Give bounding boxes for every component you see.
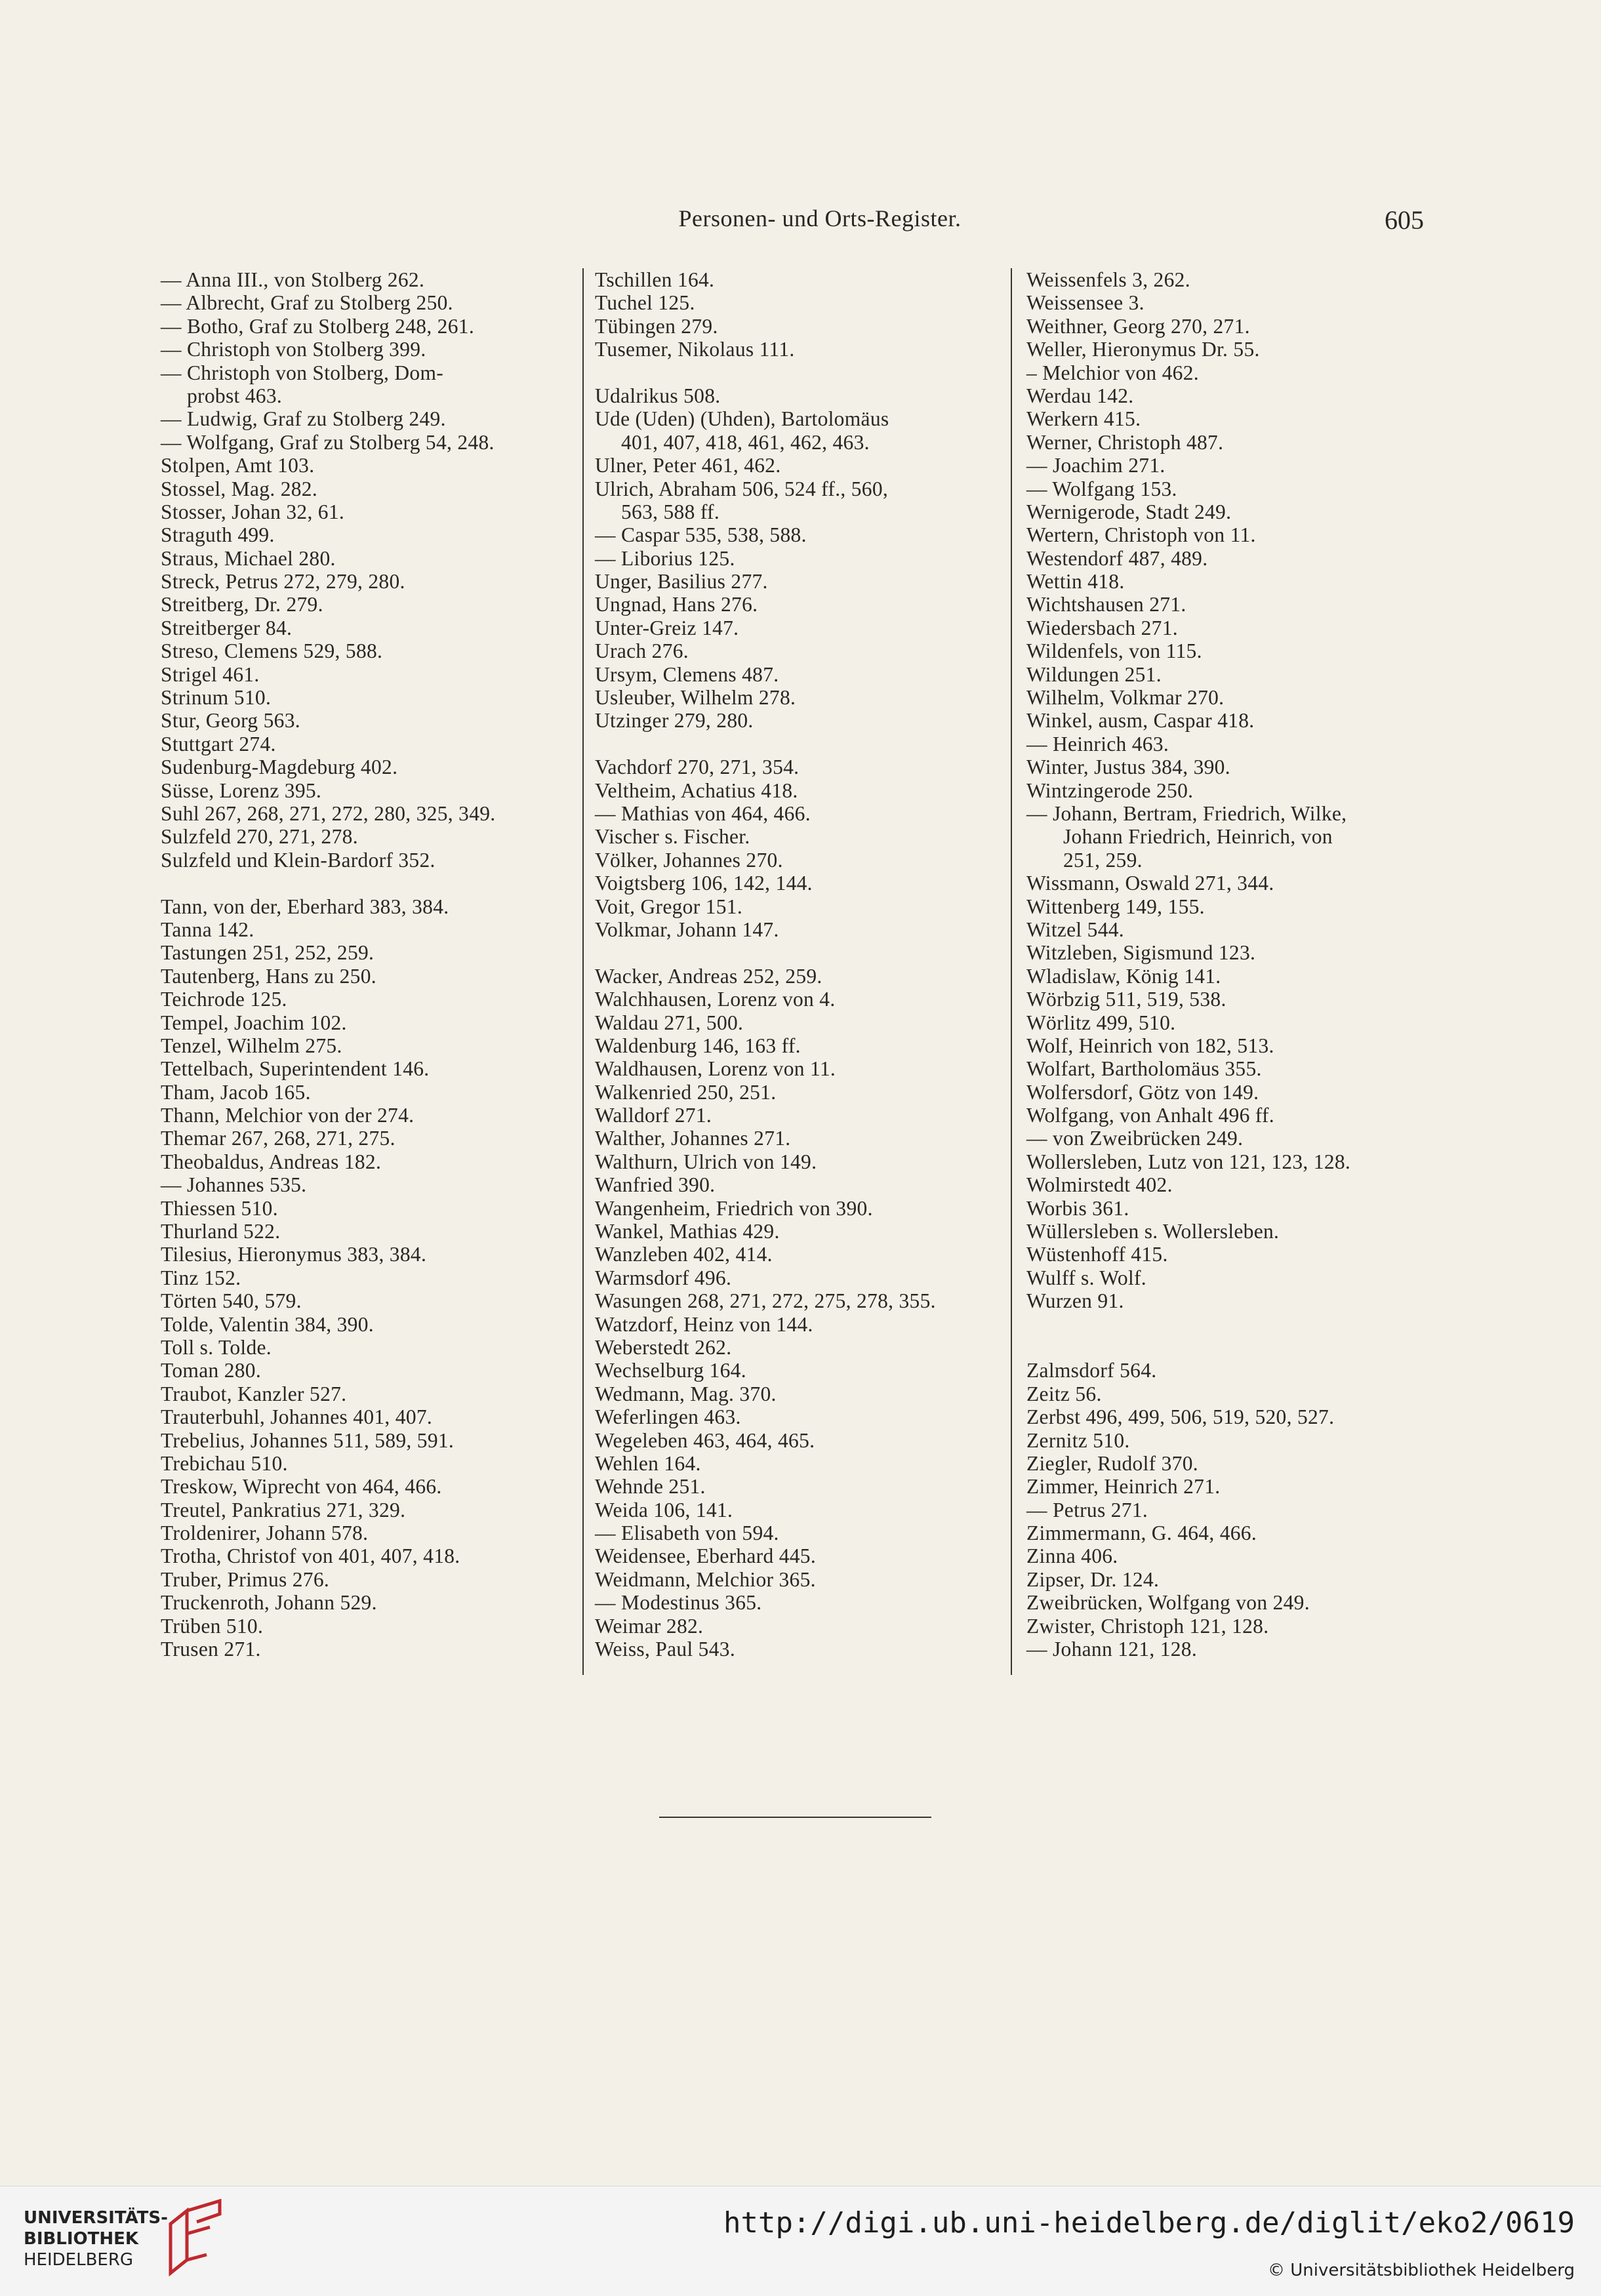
index-entry: Wolfersdorf, Götz von 149. xyxy=(1026,1080,1259,1104)
index-entry: Wurzen 91. xyxy=(1026,1289,1124,1313)
index-entry: Streitberger 84. xyxy=(161,616,293,639)
index-entry: Wladislaw, König 141. xyxy=(1026,964,1221,988)
index-entry: Weissenfels 3, 262. xyxy=(1026,268,1190,291)
index-entry-continuation: Johann Friedrich, Heinrich, von xyxy=(1063,825,1333,849)
index-entry: — Johann 121, 128. xyxy=(1026,1638,1198,1661)
index-entry: Winkel, ausm, Caspar 418. xyxy=(1026,709,1255,733)
index-entry: Ude (Uden) (Uhden), Bartolomäus xyxy=(595,407,889,431)
index-entry: Utzinger 279, 280. xyxy=(595,709,754,733)
index-column-3 xyxy=(1026,268,1446,1661)
index-entry: Völker, Johannes 270. xyxy=(595,848,783,872)
index-entry: Streitberg, Dr. 279. xyxy=(161,593,323,616)
index-entry: Wissmann, Oswald 271, 344. xyxy=(1026,872,1274,895)
index-entry: Streso, Clemens 529, 588. xyxy=(161,639,383,663)
index-entry: Trebelius, Johannes 511, 589, 591. xyxy=(161,1428,455,1452)
index-entry: — Wolfgang, Graf zu Stolberg 54, 248. xyxy=(161,430,495,454)
section-gap xyxy=(595,941,1008,964)
index-entry: Ursym, Clemens 487. xyxy=(595,662,779,686)
index-entry: — Christoph von Stolberg 399. xyxy=(161,338,426,361)
index-entry: Walldorf 271. xyxy=(595,1104,712,1127)
index-entry-continuation: 563, 588 ff. xyxy=(621,500,720,523)
index-entry: Tham, Jacob 165. xyxy=(161,1080,311,1104)
index-entry: — Botho, Graf zu Stolberg 248, 261. xyxy=(161,314,475,338)
index-entry: Weller, Hieronymus Dr. 55. xyxy=(1026,338,1260,361)
index-entry: Weidmann, Melchior 365. xyxy=(595,1567,816,1591)
index-entry: — Christoph von Stolberg, Dom- xyxy=(161,361,444,384)
index-entry: Worbis 361. xyxy=(1026,1196,1129,1220)
index-column-2 xyxy=(595,268,1008,1661)
index-entry: Weidensee, Eberhard 445. xyxy=(595,1544,817,1568)
index-entry: Straus, Michael 280. xyxy=(161,546,336,570)
index-entry: Thurland 522. xyxy=(161,1220,281,1243)
index-entry: Warmsdorf 496. xyxy=(595,1266,732,1289)
index-entry: Waldau 271, 500. xyxy=(595,1011,744,1034)
index-entry: Ulrich, Abraham 506, 524 ff., 560, xyxy=(595,477,889,500)
index-entry: Stur, Georg 563. xyxy=(161,709,300,733)
section-gap xyxy=(1026,1336,1446,1359)
index-entry: Wertern, Christoph von 11. xyxy=(1026,523,1256,547)
index-entry: Tübingen 279. xyxy=(595,314,718,338)
index-entry: Trotha, Christof von 401, 407, 418. xyxy=(161,1544,460,1568)
index-entry: Strinum 510. xyxy=(161,686,272,710)
index-entry: Wolfgang, von Anhalt 496 ff. xyxy=(1026,1104,1274,1127)
index-entry: Wasungen 268, 271, 272, 275, 278, 355. xyxy=(595,1289,936,1313)
index-entry: Wolmirstedt 402. xyxy=(1026,1173,1173,1197)
index-entry: Süsse, Lorenz 395. xyxy=(161,778,322,802)
index-entry: Wettin 418. xyxy=(1026,570,1125,594)
index-entry: Theobaldus, Andreas 182. xyxy=(161,1150,382,1173)
index-entry: Straguth 499. xyxy=(161,523,275,547)
index-entry: Zweibrücken, Wolfgang von 249. xyxy=(1026,1591,1310,1615)
index-entry: Wehlen 164. xyxy=(595,1451,701,1475)
index-entry: Wacker, Andreas 252, 259. xyxy=(595,964,822,988)
index-entry: — Mathias von 464, 466. xyxy=(595,801,811,825)
index-entry: Zeitz 56. xyxy=(1026,1382,1102,1405)
index-entry: Wanfried 390. xyxy=(595,1173,716,1197)
index-entry: — Albrecht, Graf zu Stolberg 250. xyxy=(161,291,453,315)
index-entry: — Johannes 535. xyxy=(161,1173,307,1197)
index-entry: Urach 276. xyxy=(595,639,689,663)
index-entry: Witzleben, Sigismund 123. xyxy=(1026,941,1256,965)
index-entry: Wedmann, Mag. 370. xyxy=(595,1382,777,1405)
section-gap xyxy=(1026,1313,1446,1336)
index-entry: Suhl 267, 268, 271, 272, 280, 325, 349. xyxy=(161,801,496,825)
index-entry: Veltheim, Achatius 418. xyxy=(595,778,798,802)
index-entry: Vachdorf 270, 271, 354. xyxy=(595,755,800,779)
index-column-1 xyxy=(161,268,574,1661)
index-entry: Stossel, Mag. 282. xyxy=(161,477,318,500)
index-entry: Wildungen 251. xyxy=(1026,662,1162,686)
index-entry: Weimar 282. xyxy=(595,1614,704,1638)
index-entry: Stosser, Johan 32, 61. xyxy=(161,500,345,523)
index-entry: Wiedersbach 271. xyxy=(1026,616,1178,639)
index-entry: Wulff s. Wolf. xyxy=(1026,1266,1146,1289)
index-entry: Tettelbach, Superintendent 146. xyxy=(161,1057,430,1081)
permalink-url[interactable]: http://digi.ub.uni-heidelberg.de/diglit/eko2/0619 xyxy=(723,2206,1575,2240)
index-entry: Zipser, Dr. 124. xyxy=(1026,1567,1160,1591)
index-entry: Tusemer, Nikolaus 111. xyxy=(595,338,795,361)
index-entry: Tastungen 251, 252, 259. xyxy=(161,941,375,965)
index-entry: Zimmer, Heinrich 271. xyxy=(1026,1475,1221,1499)
index-entry: Trebichau 510. xyxy=(161,1451,288,1475)
index-entry-continuation: 251, 259. xyxy=(1063,848,1143,872)
index-entry: Tschillen 164. xyxy=(595,268,715,291)
index-entry: Ziegler, Rudolf 370. xyxy=(1026,1451,1198,1475)
index-entry: Treskow, Wiprecht von 464, 466. xyxy=(161,1475,442,1499)
index-entry: Tuchel 125. xyxy=(595,291,695,315)
index-entry: Winter, Justus 384, 390. xyxy=(1026,755,1230,779)
index-entry: Törten 540, 579. xyxy=(161,1289,302,1313)
index-entry-continuation: probst 463. xyxy=(187,384,283,407)
index-entry: Tilesius, Hieronymus 383, 384. xyxy=(161,1243,427,1266)
index-entry: Walkenried 250, 251. xyxy=(595,1080,777,1104)
index-entry: Trüben 510. xyxy=(161,1614,264,1638)
library-name-line: BIBLIOTHEK xyxy=(24,2229,139,2249)
index-entry: Waldenburg 146, 163 ff. xyxy=(595,1034,801,1057)
column-divider xyxy=(1011,268,1012,1675)
library-name-line: UNIVERSITÄTS- xyxy=(24,2208,168,2228)
page-number: 605 xyxy=(1385,205,1424,235)
index-entry: Tautenberg, Hans zu 250. xyxy=(161,964,376,988)
index-entry: Waldhausen, Lorenz von 11. xyxy=(595,1057,836,1081)
index-entry: Toll s. Tolde. xyxy=(161,1335,272,1359)
index-entry: Thiessen 510. xyxy=(161,1196,278,1220)
index-entry: Sulzfeld 270, 271, 278. xyxy=(161,825,358,849)
index-entry: Stuttgart 274. xyxy=(161,732,276,755)
index-entry: Wanzleben 402, 414. xyxy=(595,1243,773,1266)
library-logo-icon xyxy=(157,2194,230,2286)
index-entry: Wüstenhoff 415. xyxy=(1026,1243,1168,1266)
index-entry: Wörbzig 511, 519, 538. xyxy=(1026,988,1226,1011)
running-title: Personen- und Orts-Register. xyxy=(678,205,962,232)
index-entry: Watzdorf, Heinz von 144. xyxy=(595,1312,813,1336)
index-entry: — Joachim 271. xyxy=(1026,454,1165,477)
index-entry: Tempel, Joachim 102. xyxy=(161,1011,347,1034)
index-entry: Weissensee 3. xyxy=(1026,291,1145,315)
index-entry: Werdau 142. xyxy=(1026,384,1134,407)
end-rule xyxy=(659,1817,931,1818)
index-entry: — Modestinus 365. xyxy=(595,1591,762,1615)
index-entry: Werkern 415. xyxy=(1026,407,1141,431)
index-entry: Zwister, Christoph 121, 128. xyxy=(1026,1614,1269,1638)
index-entry: Tolde, Valentin 384, 390. xyxy=(161,1312,374,1336)
index-entry: – Melchior von 462. xyxy=(1026,361,1199,384)
index-entry: Tinz 152. xyxy=(161,1266,241,1289)
index-entry: — von Zweibrücken 249. xyxy=(1026,1127,1244,1150)
library-name-line: HEIDELBERG xyxy=(24,2250,134,2270)
index-entry: Sulzfeld und Klein-Bardorf 352. xyxy=(161,848,436,872)
index-entry: Tann, von der, Eberhard 383, 384. xyxy=(161,895,449,918)
index-entry: Zinna 406. xyxy=(1026,1544,1118,1568)
index-entry: Zimmermann, G. 464, 466. xyxy=(1026,1521,1257,1545)
copyright-notice: © Universitätsbibliothek Heidelberg xyxy=(1267,2261,1575,2280)
index-entry: Wildenfels, von 115. xyxy=(1026,639,1202,663)
index-entry: — Caspar 535, 538, 588. xyxy=(595,523,807,547)
index-entry: Tenzel, Wilhelm 275. xyxy=(161,1034,342,1057)
index-entry: Tanna 142. xyxy=(161,917,254,941)
index-entry: Treutel, Pankratius 271, 329. xyxy=(161,1498,406,1521)
footer-bar xyxy=(0,2186,1601,2296)
index-entry: Teichrode 125. xyxy=(161,988,287,1011)
index-entry: Wechselburg 164. xyxy=(595,1359,746,1382)
index-entry: Wörlitz 499, 510. xyxy=(1026,1011,1176,1034)
index-entry: Trauterbuhl, Johannes 401, 407. xyxy=(161,1405,433,1429)
index-entry: — Heinrich 463. xyxy=(1026,732,1169,755)
index-entry: Wangenheim, Friedrich von 390. xyxy=(595,1196,873,1220)
index-entry: — Petrus 271. xyxy=(1026,1498,1148,1521)
index-entry: Wollersleben, Lutz von 121, 123, 128. xyxy=(1026,1150,1351,1173)
index-entry: Zerbst 496, 499, 506, 519, 520, 527. xyxy=(1026,1405,1335,1429)
index-entry: Zernitz 510. xyxy=(1026,1428,1130,1452)
index-entry: Wittenberg 149, 155. xyxy=(1026,895,1205,918)
index-entry: Ulner, Peter 461, 462. xyxy=(595,454,781,477)
index-entry: Streck, Petrus 272, 279, 280. xyxy=(161,570,405,594)
index-entry: Truckenroth, Johann 529. xyxy=(161,1591,377,1615)
index-entry: Weferlingen 463. xyxy=(595,1405,741,1429)
section-gap xyxy=(595,733,1008,755)
index-entry: — Elisabeth von 594. xyxy=(595,1521,779,1545)
page-header xyxy=(0,205,1601,244)
index-entry: Witzel 544. xyxy=(1026,917,1124,941)
index-entry: Vischer s. Fischer. xyxy=(595,825,750,849)
index-entry: Wintzingerode 250. xyxy=(1026,778,1194,802)
index-entry: Udalrikus 508. xyxy=(595,384,721,407)
index-entry: Wolf, Heinrich von 182, 513. xyxy=(1026,1034,1274,1057)
index-entry: Wernigerode, Stadt 249. xyxy=(1026,500,1232,523)
index-entry: Strigel 461. xyxy=(161,662,260,686)
index-entry: Troldenirer, Johann 578. xyxy=(161,1521,369,1545)
index-entry: Westendorf 487, 489. xyxy=(1026,546,1208,570)
index-entry: Walchhausen, Lorenz von 4. xyxy=(595,988,836,1011)
index-entry: Stolpen, Amt 103. xyxy=(161,454,315,477)
index-entry: Unter-Greiz 147. xyxy=(595,616,739,639)
index-entry: — Anna III., von Stolberg 262. xyxy=(161,268,425,291)
index-entry: Traubot, Kanzler 527. xyxy=(161,1382,347,1405)
index-entry: — Johann, Bertram, Friedrich, Wilke, xyxy=(1026,801,1347,825)
index-entry: — Liborius 125. xyxy=(595,546,735,570)
index-entry: Weithner, Georg 270, 271. xyxy=(1026,314,1250,338)
index-entry: Wichtshausen 271. xyxy=(1026,593,1186,616)
index-entry: Thann, Melchior von der 274. xyxy=(161,1104,415,1127)
index-entry: Weida 106, 141. xyxy=(595,1498,733,1521)
index-entry-continuation: 401, 407, 418, 461, 462, 463. xyxy=(621,430,870,454)
index-entry: Wolfart, Bartholomäus 355. xyxy=(1026,1057,1262,1081)
section-gap xyxy=(595,361,1008,384)
index-entry: Voigtsberg 106, 142, 144. xyxy=(595,872,813,895)
library-name[interactable] xyxy=(24,2207,168,2270)
index-entry: Voit, Gregor 151. xyxy=(595,895,742,918)
index-entry: Trusen 271. xyxy=(161,1638,261,1661)
index-entry: Toman 280. xyxy=(161,1359,262,1382)
index-entry: Wehnde 251. xyxy=(595,1475,706,1499)
index-entry: Werner, Christoph 487. xyxy=(1026,430,1224,454)
index-entry: Wankel, Mathias 429. xyxy=(595,1220,780,1243)
section-gap xyxy=(161,872,574,895)
index-entry: Ungnad, Hans 276. xyxy=(595,593,758,616)
index-entry: Wilhelm, Volkmar 270. xyxy=(1026,686,1225,710)
index-entry: Wüllersleben s. Wollersleben. xyxy=(1026,1220,1280,1243)
index-entry: Walther, Johannes 271. xyxy=(595,1127,791,1150)
index-entry: — Ludwig, Graf zu Stolberg 249. xyxy=(161,407,446,431)
index-entry: Usleuber, Wilhelm 278. xyxy=(595,686,796,710)
index-entry: Wegeleben 463, 464, 465. xyxy=(595,1428,815,1452)
index-entry: Unger, Basilius 277. xyxy=(595,570,768,594)
index-entry: Walthurn, Ulrich von 149. xyxy=(595,1150,817,1173)
index-entry: Weberstedt 262. xyxy=(595,1335,732,1359)
index-entry: Themar 267, 268, 271, 275. xyxy=(161,1127,395,1150)
column-divider xyxy=(582,268,584,1675)
index-entry: Volkmar, Johann 147. xyxy=(595,917,779,941)
index-entry: — Wolfgang 153. xyxy=(1026,477,1177,500)
index-entry: Weiss, Paul 543. xyxy=(595,1638,736,1661)
index-entry: Zalmsdorf 564. xyxy=(1026,1359,1157,1382)
index-entry: Truber, Primus 276. xyxy=(161,1567,330,1591)
index-entry: Sudenburg-Magdeburg 402. xyxy=(161,755,398,779)
